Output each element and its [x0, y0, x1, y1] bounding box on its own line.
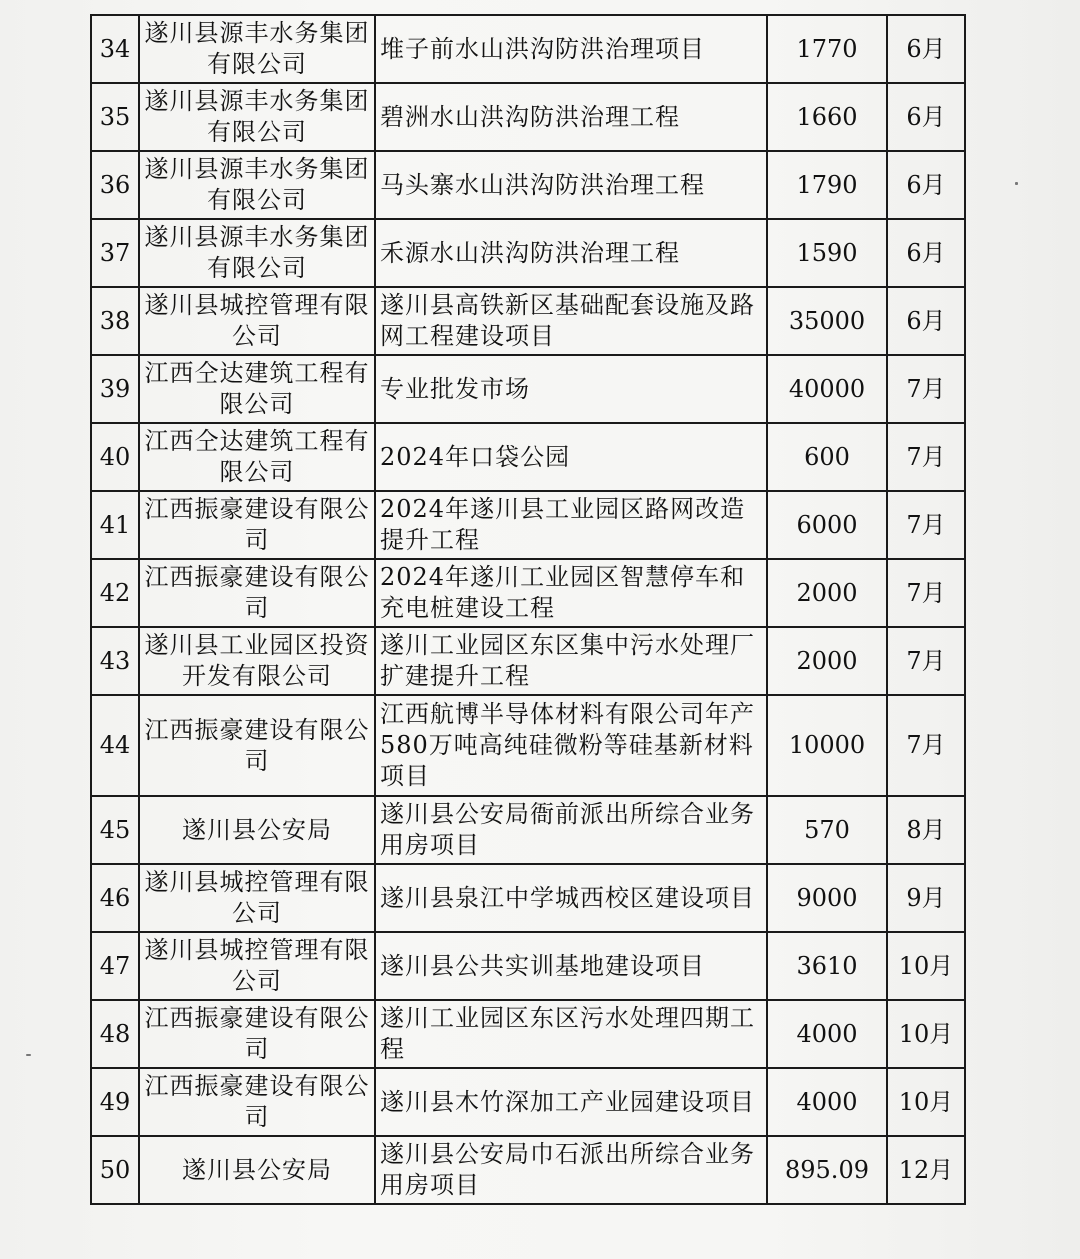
- month-cell: 10月: [887, 1068, 965, 1136]
- amount-cell: 1660: [767, 83, 887, 151]
- paper-speck: [26, 1054, 31, 1056]
- unit-cell: 江西振豪建设有限公司: [139, 491, 375, 559]
- project-cell: 碧洲水山洪沟防洪治理工程: [375, 83, 767, 151]
- table-row: [91, 559, 965, 627]
- unit-cell: 江西仝达建筑工程有限公司: [139, 355, 375, 423]
- month-cell: 7月: [887, 559, 965, 627]
- table-row: [91, 423, 965, 491]
- unit-cell: 遂川县城控管理有限公司: [139, 864, 375, 932]
- amount-cell: 1770: [767, 15, 887, 83]
- unit-cell: 遂川县源丰水务集团有限公司: [139, 83, 375, 151]
- project-cell: 堆子前水山洪沟防洪治理项目: [375, 15, 767, 83]
- table-row: [91, 1000, 965, 1068]
- unit-cell: 江西振豪建设有限公司: [139, 1000, 375, 1068]
- project-cell: 马头寨水山洪沟防洪治理工程: [375, 151, 767, 219]
- unit-cell: 江西振豪建设有限公司: [139, 695, 375, 796]
- table-row: [91, 491, 965, 559]
- row-number: 34: [91, 15, 139, 83]
- row-number: 36: [91, 151, 139, 219]
- table-row: [91, 864, 965, 932]
- table-row: [91, 1068, 965, 1136]
- row-number: 45: [91, 796, 139, 864]
- row-number: 42: [91, 559, 139, 627]
- amount-cell: 4000: [767, 1000, 887, 1068]
- month-cell: 9月: [887, 864, 965, 932]
- project-cell: 2024年遂川县工业园区路网改造提升工程: [375, 491, 767, 559]
- paper-speck: [1015, 182, 1018, 185]
- table-body: [91, 15, 965, 1204]
- unit-cell: 遂川县城控管理有限公司: [139, 932, 375, 1000]
- row-number: 50: [91, 1136, 139, 1204]
- project-cell: 2024年遂川工业园区智慧停车和充电桩建设工程: [375, 559, 767, 627]
- row-number: 44: [91, 695, 139, 796]
- table-row: [91, 287, 965, 355]
- amount-cell: 570: [767, 796, 887, 864]
- project-cell: 遂川县木竹深加工产业园建设项目: [375, 1068, 767, 1136]
- project-cell: 遂川县高铁新区基础配套设施及路网工程建设项目: [375, 287, 767, 355]
- project-cell: 2024年口袋公园: [375, 423, 767, 491]
- project-cell: 遂川县公共实训基地建设项目: [375, 932, 767, 1000]
- month-cell: 8月: [887, 796, 965, 864]
- project-table: [90, 14, 966, 1205]
- month-cell: 6月: [887, 219, 965, 287]
- month-cell: 6月: [887, 15, 965, 83]
- month-cell: 12月: [887, 1136, 965, 1204]
- project-cell: 专业批发市场: [375, 355, 767, 423]
- month-cell: 7月: [887, 627, 965, 695]
- month-cell: 7月: [887, 695, 965, 796]
- row-number: 39: [91, 355, 139, 423]
- unit-cell: 遂川县源丰水务集团有限公司: [139, 15, 375, 83]
- row-number: 47: [91, 932, 139, 1000]
- amount-cell: 3610: [767, 932, 887, 1000]
- amount-cell: 10000: [767, 695, 887, 796]
- table-row: [91, 355, 965, 423]
- month-cell: 7月: [887, 491, 965, 559]
- amount-cell: 6000: [767, 491, 887, 559]
- row-number: 43: [91, 627, 139, 695]
- table-row: [91, 796, 965, 864]
- unit-cell: 江西振豪建设有限公司: [139, 1068, 375, 1136]
- amount-cell: 9000: [767, 864, 887, 932]
- amount-cell: 2000: [767, 627, 887, 695]
- unit-cell: 遂川县工业园区投资开发有限公司: [139, 627, 375, 695]
- amount-cell: 35000: [767, 287, 887, 355]
- amount-cell: 600: [767, 423, 887, 491]
- amount-cell: 1790: [767, 151, 887, 219]
- row-number: 35: [91, 83, 139, 151]
- project-cell: 遂川工业园区东区污水处理四期工程: [375, 1000, 767, 1068]
- project-cell: 江西航博半导体材料有限公司年产580万吨高纯硅微粉等硅基新材料项目: [375, 695, 767, 796]
- row-number: 49: [91, 1068, 139, 1136]
- unit-cell: 遂川县源丰水务集团有限公司: [139, 219, 375, 287]
- amount-cell: 895.09: [767, 1136, 887, 1204]
- row-number: 46: [91, 864, 139, 932]
- project-cell: 禾源水山洪沟防洪治理工程: [375, 219, 767, 287]
- project-cell: 遂川县泉江中学城西校区建设项目: [375, 864, 767, 932]
- unit-cell: 遂川县源丰水务集团有限公司: [139, 151, 375, 219]
- table-row: [91, 1136, 965, 1204]
- project-cell: 遂川工业园区东区集中污水处理厂扩建提升工程: [375, 627, 767, 695]
- project-cell: 遂川县公安局衙前派出所综合业务用房项目: [375, 796, 767, 864]
- table-row: [91, 219, 965, 287]
- unit-cell: 遂川县公安局: [139, 796, 375, 864]
- month-cell: 10月: [887, 932, 965, 1000]
- table-row: [91, 627, 965, 695]
- project-cell: 遂川县公安局巾石派出所综合业务用房项目: [375, 1136, 767, 1204]
- table-row: [91, 15, 965, 83]
- amount-cell: 40000: [767, 355, 887, 423]
- table-row: [91, 151, 965, 219]
- row-number: 38: [91, 287, 139, 355]
- unit-cell: 遂川县公安局: [139, 1136, 375, 1204]
- table-row: [91, 83, 965, 151]
- row-number: 40: [91, 423, 139, 491]
- row-number: 41: [91, 491, 139, 559]
- month-cell: 7月: [887, 423, 965, 491]
- month-cell: 6月: [887, 151, 965, 219]
- table-row: [91, 695, 965, 796]
- unit-cell: 遂川县城控管理有限公司: [139, 287, 375, 355]
- amount-cell: 4000: [767, 1068, 887, 1136]
- table-row: [91, 932, 965, 1000]
- amount-cell: 2000: [767, 559, 887, 627]
- amount-cell: 1590: [767, 219, 887, 287]
- unit-cell: 江西振豪建设有限公司: [139, 559, 375, 627]
- month-cell: 10月: [887, 1000, 965, 1068]
- row-number: 37: [91, 219, 139, 287]
- month-cell: 7月: [887, 355, 965, 423]
- row-number: 48: [91, 1000, 139, 1068]
- month-cell: 6月: [887, 83, 965, 151]
- unit-cell: 江西仝达建筑工程有限公司: [139, 423, 375, 491]
- month-cell: 6月: [887, 287, 965, 355]
